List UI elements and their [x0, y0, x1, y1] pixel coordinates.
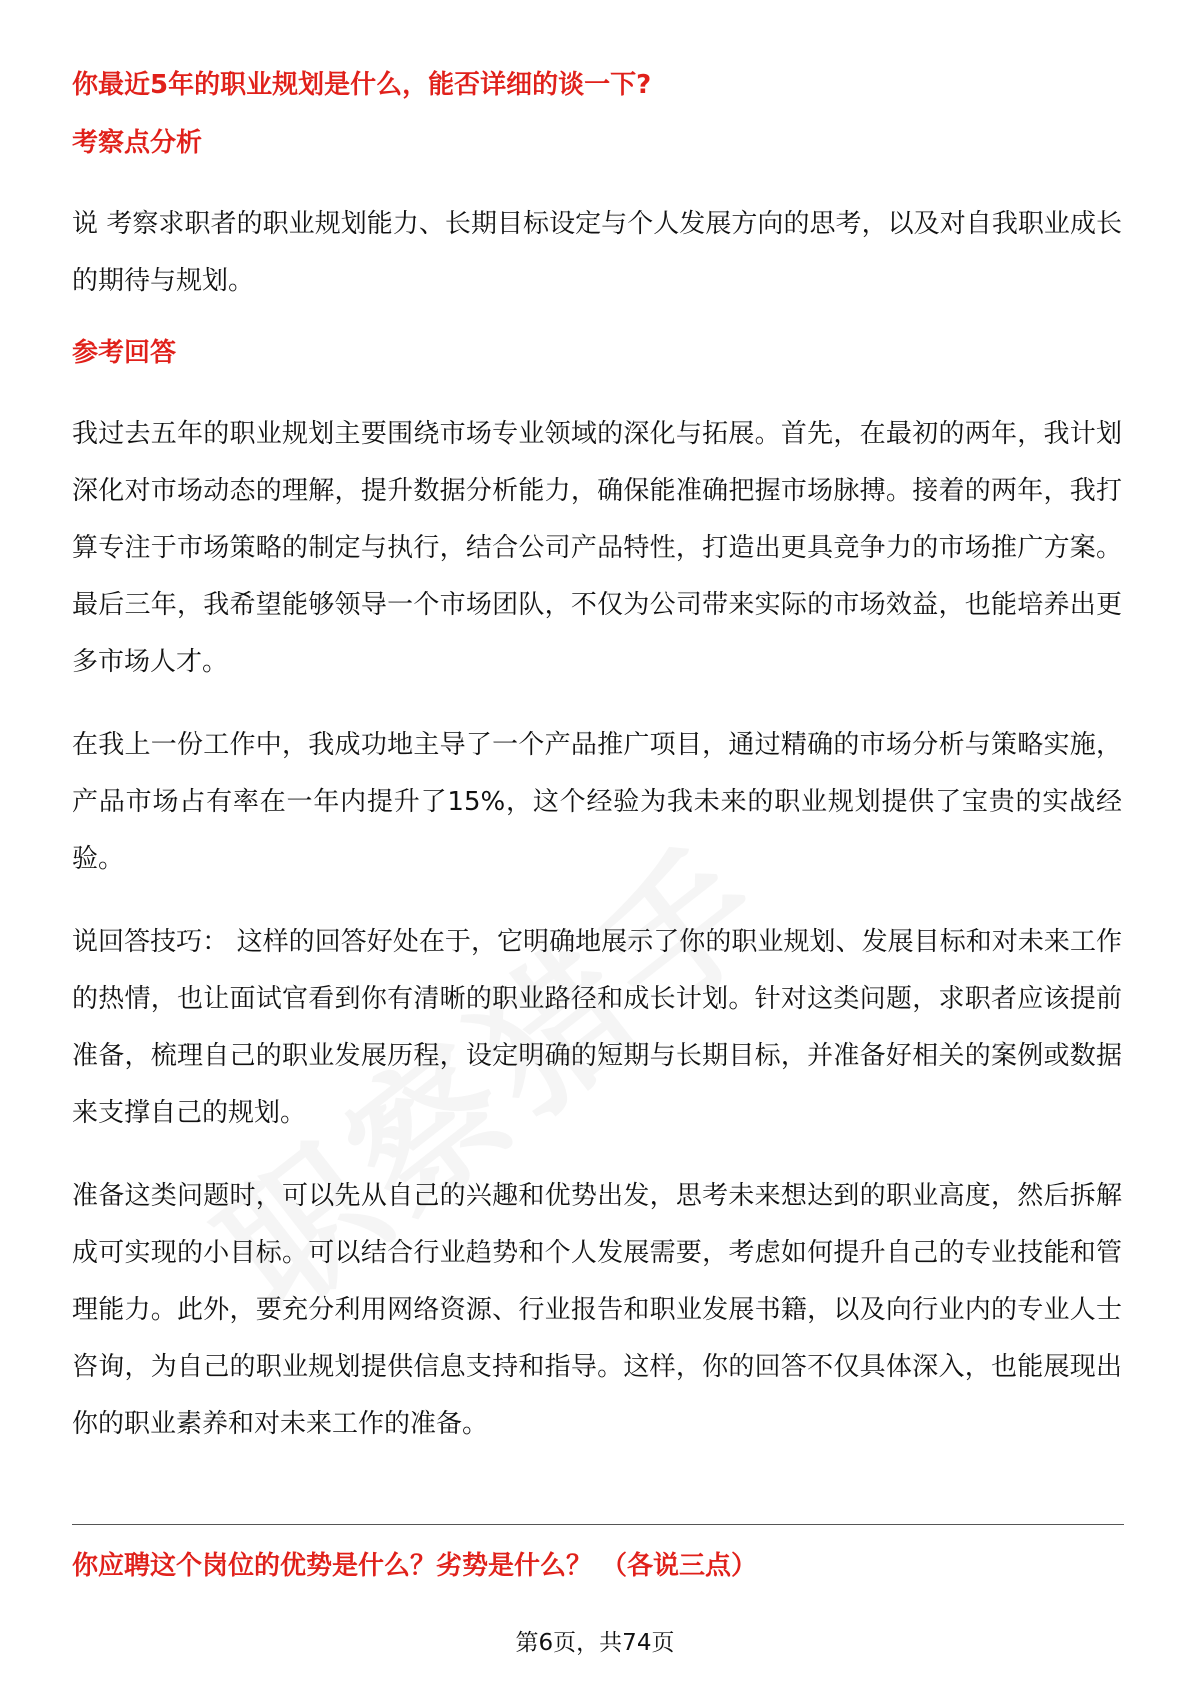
section-divider — [72, 1524, 1124, 1525]
preparation-paragraph: 准备这类问题时，可以先从自己的兴趣和优势出发，思考未来想达到的职业高度，然后拆解成可实现的小目标。可以结合行业趋势和个人发展需要，考虑如何提升自己的专业技能和管理能力。此外，要充分利用网络资源、行业报告和职业发展书籍，以及向行业内的专业人士咨询，为自己的职业规划提供信息支持和指导。这样，你的回答不仅具体深入，也能展现出你的职业素养和对未来工作的准备。 — [72, 1181, 1122, 1439]
question-title: 你最近5年的职业规划是什么，能否详细的谈一下? — [72, 70, 652, 100]
next-question-title: 你应聘这个岗位的优势是什么？劣势是什么？ （各说三点） — [72, 1551, 758, 1581]
page-number: 第6页，共74页 — [515, 1630, 675, 1656]
answer-tips-paragraph: 说回答技巧： 这样的回答好处在于，它明确地展示了你的职业规划、发展目标和对未来工作的热情，也让面试官看到你有清晰的职业路径和成长计划。针对这类问题，求职者应该提前准备，梳理自己的职业发展历程，设定明确的短期与长期目标，并准备好相关的案例或数据来支撑自己的规划。 — [72, 927, 1122, 1128]
reference-paragraph-2: 在我上一份工作中，我成功地主导了一个产品推广项目，通过精确的市场分析与策略实施，产品市场占有率在一年内提升了15%，这个经验为我未来的职业规划提供了宝贵的实战经验。 — [72, 730, 1122, 874]
reference-paragraph-1: 我过去五年的职业规划主要围绕市场专业领域的深化与拓展。首先，在最初的两年，我计划深化对市场动态的理解，提升数据分析能力，确保能准确把握市场脉搏。接着的两年，我打算专注于市场策略的制定与执行，结合公司产品特性，打造出更具竞争力的市场推广方案。最后三年，我希望能够领导一个市场团队，不仅为公司带来实际的市场效益，也能培养出更多市场人才。 — [72, 419, 1122, 677]
analysis-text: 说 考察求职者的职业规划能力、长期目标设定与个人发展方向的思考，以及对自我职业成长的期待与规划。 — [72, 209, 1122, 296]
page-content — [72, 58, 1122, 1453]
reference-heading: 参考回答 — [72, 338, 177, 368]
analysis-heading: 考察点分析 — [72, 128, 203, 158]
